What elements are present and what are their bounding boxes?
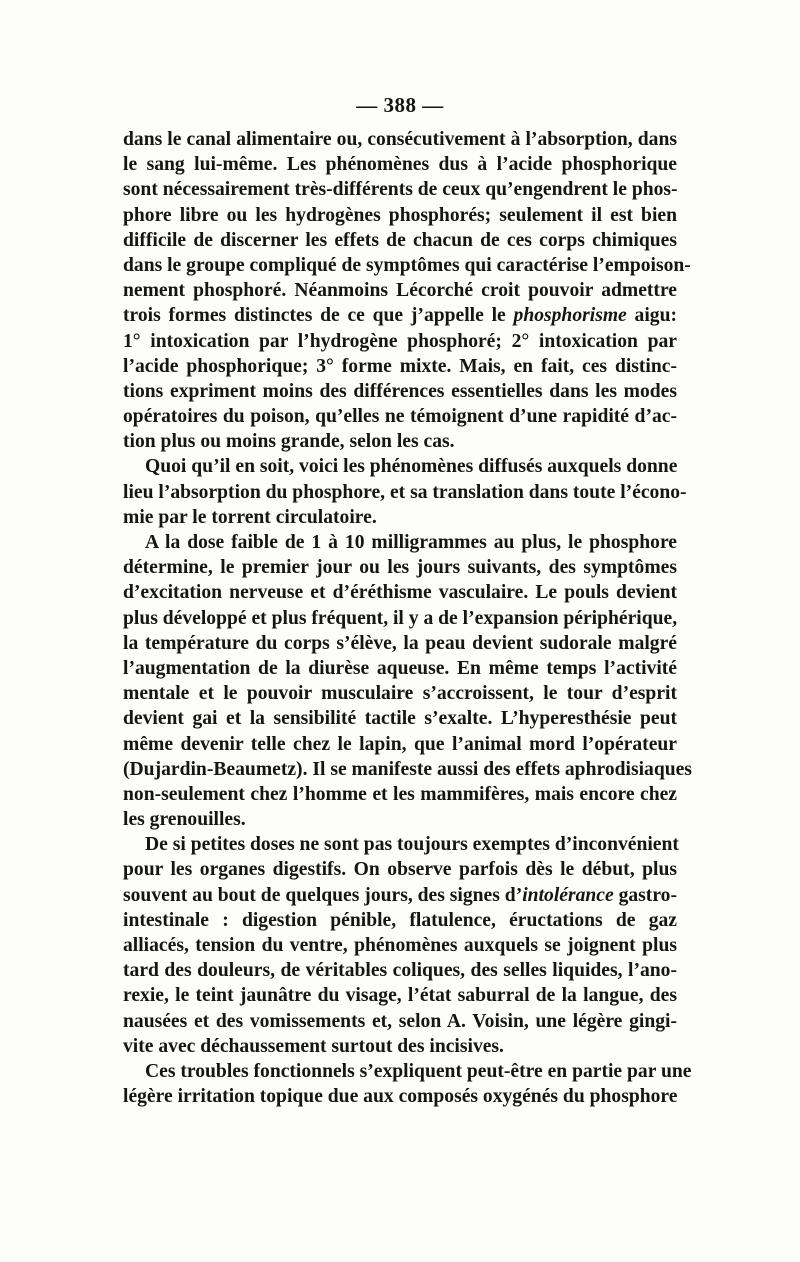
- text-line: légère irritation topique due aux composés oxygénés du phosphore: [123, 1086, 678, 1108]
- text-line: rexie, le teint jaunâtre du visage, l’état saburral de la langue, des: [123, 985, 677, 1007]
- paragraph-p5: [123, 1059, 692, 1109]
- italic-term: phosphorisme: [513, 305, 627, 327]
- text-line: lieu l’absorption du phosphore, et sa translation dans toute l’écono-: [123, 481, 687, 503]
- text-line: 1° intoxication par l’hydrogène phosphoré; 2° intoxication par: [123, 330, 677, 352]
- text-line: l’augmentation de la diurèse aqueuse. En même temps l’activité: [123, 657, 677, 679]
- text-line: les grenouilles.: [123, 809, 246, 831]
- text-line: vite avec déchaussement surtout des incisives.: [123, 1035, 504, 1057]
- body-text: [123, 127, 692, 1109]
- text-line: souvent au bout de quelques jours, des signes d’intolérance gastro-: [123, 884, 678, 906]
- text-line: même devenir telle chez le lapin, que l’animal mord l’opérateur: [123, 733, 677, 755]
- text-line: nausées et des vomissements et, selon A. Voisin, une légère gingi-: [123, 1010, 677, 1032]
- text-line: alliacés, tension du ventre, phénomènes auxquels se joignent plus: [123, 935, 677, 956]
- text-line: dans le groupe compliqué de symptômes qui caractérise l’empoison-: [123, 254, 691, 276]
- text-line: Quoi qu’il en soit, voici les phénomènes diffusés auxquels donne: [145, 456, 678, 478]
- text-line: phore libre ou les hydrogènes phosphorés; seulement il est bien: [123, 204, 677, 226]
- text-line: A la dose faible de 1 à 10 milligrammes au plus, le phosphore: [145, 532, 677, 553]
- text-line: devient gai et la sensibilité tactile s’exalte. L’hyperesthésie peut: [123, 708, 677, 730]
- text-line: tion plus ou moins grande, selon les cas.: [123, 431, 455, 453]
- text-line: opératoires du poison, qu’elles ne témoignent d’une rapidité d’ac-: [123, 406, 677, 428]
- text-line: plus développé et plus fréquent, il y a de l’expansion périphérique,: [123, 607, 678, 629]
- text-line: mie par le torrent circulatoire.: [123, 506, 377, 528]
- text-line: Ces troubles fonctionnels s’expliquent peut-être en partie par une: [145, 1060, 692, 1082]
- page-number: — 388 —: [356, 93, 444, 117]
- text-line: De si petites doses ne sont pas toujours exemptes d’inconvénient: [145, 834, 679, 856]
- text-line: le sang lui-même. Les phénomènes dus à l’acide phosphorique: [123, 154, 677, 176]
- text-line: intestinale : digestion pénible, flatulence, éructations de gaz: [123, 909, 677, 931]
- paragraph-p2: [123, 454, 687, 530]
- text-line: dans le canal alimentaire ou, consécutivement à l’absorption, dans: [123, 129, 677, 150]
- text-line: sont nécessairement très-différents de ceux qu’engendrent le phos-: [123, 179, 678, 201]
- text-line: l’acide phosphorique; 3° forme mixte. Mais, en fait, ces distinc-: [123, 355, 677, 377]
- text-line: pour les organes digestifs. On observe parfois dès le début, plus: [123, 859, 677, 881]
- paragraph-p4: [123, 832, 677, 1059]
- text-line: d’excitation nerveuse et d’éréthisme vasculaire. Le pouls devient: [123, 582, 677, 604]
- paragraph-p1: [123, 127, 691, 454]
- text-line: la température du corps s’élève, la peau devient sudorale malgré: [123, 632, 677, 654]
- text-line: difficile de discerner les effets de chacun de ces corps chimiques: [123, 229, 677, 251]
- text-line: détermine, le premier jour ou les jours suivants, des symptômes: [123, 557, 677, 579]
- italic-term: intolérance: [522, 884, 614, 906]
- text-line: non-seulement chez l’homme et les mammifères, mais encore chez: [123, 783, 677, 805]
- text-line: tard des douleurs, de véritables coliques, des selles liquides, l’ano-: [123, 960, 677, 982]
- text-line: (Dujardin-Beaumetz). Il se manifeste aussi des effets aphrodisiaques: [123, 758, 692, 780]
- text-line: nement phosphoré. Néanmoins Lécorché croit pouvoir admettre: [123, 280, 677, 302]
- paragraph-p3: [123, 530, 692, 832]
- text-line: trois formes distinctes de ce que j’appelle le phosphorisme aigu:: [123, 305, 678, 327]
- text-line: tions expriment moins des différences essentielles dans les modes: [123, 380, 677, 402]
- text-line: mentale et le pouvoir musculaire s’accroissent, le tour d’esprit: [123, 683, 677, 705]
